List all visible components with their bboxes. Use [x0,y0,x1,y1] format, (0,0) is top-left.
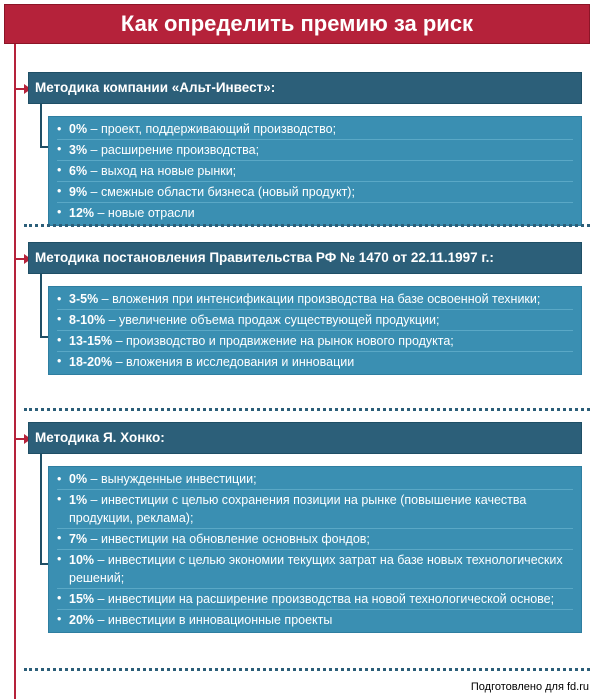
section-list-alt-invest [48,116,582,226]
arrow-icon [16,438,26,440]
footer-credit: Подготовлено для fd.ru [470,681,589,693]
list-item: • 10% – инвестиции с целью экономии текущих затрат на базе новых технологических решений; [57,549,573,587]
section-divider [24,668,590,671]
list-item: • 12% – новые отрасли [57,202,573,222]
list-item: • 20% – инвестиции в инновационные проекты [57,609,573,629]
list-item: • 3-5% – вложения при интенсификации производства на базе освоенной техники; [57,290,573,308]
section-divider [24,408,590,411]
list-item: • 3% – расширение производства; [57,139,573,159]
connector-line [40,274,42,337]
list-item: • 8-10% – увеличение объема продаж существующей продукции; [57,309,573,329]
section-divider [24,224,590,227]
list-item: • 6% – выход на новые рынки; [57,160,573,180]
section-header-alt-invest: Методика компании «Альт-Инвест»: [28,72,582,104]
connector-line [40,104,42,147]
list-item: • 7% – инвестиции на обновление основных фондов; [57,528,573,548]
section-header-government: Методика постановления Правительства РФ № 1470 от 22.11.1997 г.: [28,242,582,274]
list-item: • 13-15% – производство и продвижение на рынок нового продукта; [57,330,573,350]
list-item: • 1% – инвестиции с целью сохранения позиции на рынке (повышение качества продукции, реклама); [57,489,573,527]
connector-line [40,454,42,564]
section-list-government [48,286,582,375]
list-item: • 15% – инвестиции на расширение производства на новой технологической основе; [57,588,573,608]
list-item: • 18-20% – вложения в исследования и инновации [57,351,573,371]
list-item: • 0% – вынужденные инвестиции; [57,470,573,488]
page-title: Как определить премию за риск [4,4,590,44]
timeline-line [14,44,16,699]
section-header-honko: Методика Я. Хонко: [28,422,582,454]
arrow-icon [16,88,26,90]
list-item: • 9% – смежные области бизнеса (новый продукт); [57,181,573,201]
arrow-icon [16,258,26,260]
list-item: • 0% – проект, поддерживающий производство; [57,120,573,138]
section-list-honko [48,466,582,633]
